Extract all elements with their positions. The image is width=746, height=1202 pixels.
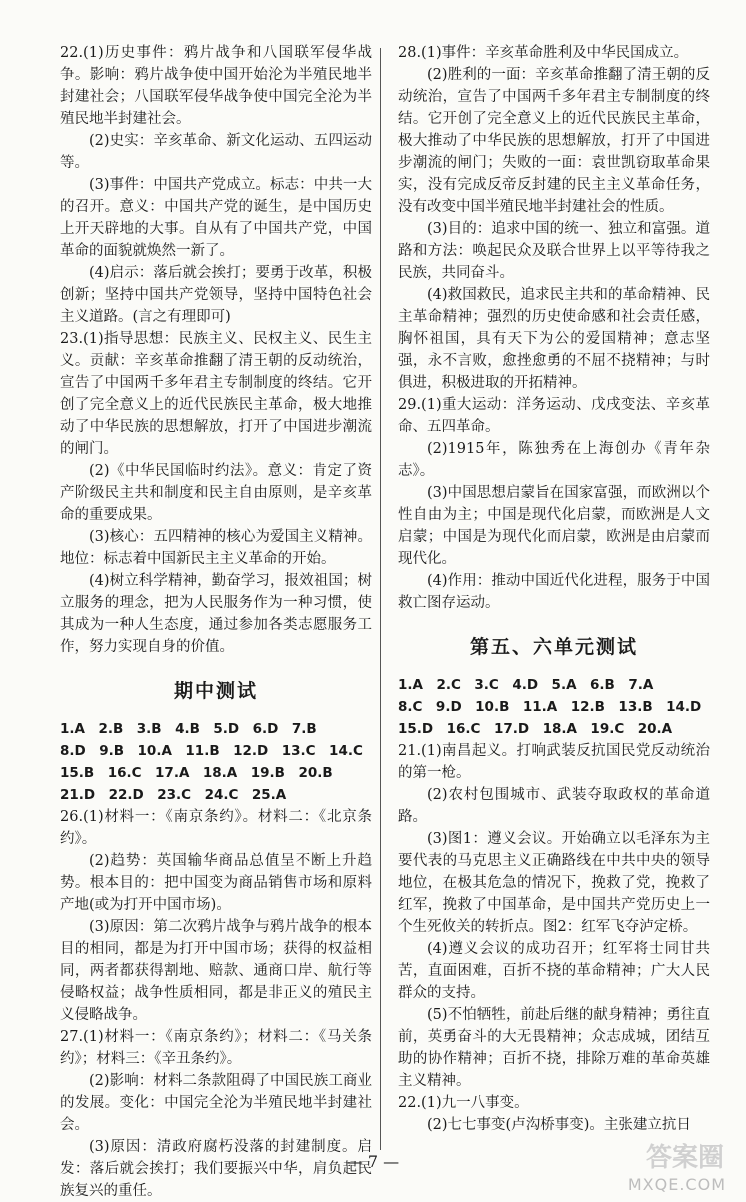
paragraph: (2)趋势：英国输华商品总值呈不断上升趋势。根本目的：把中国变为商品销售市场和原料产地(或为打开中国市场)。 — [60, 853, 372, 913]
paragraph: (5)不怕牺牲，前赴后继的献身精神；勇往直前，英勇奋斗的大无畏精神；众志成城，团结互助的协作精神；百折不挠，排除万难的革命英雄主义精神。 — [398, 1007, 710, 1089]
paragraph: 21.(1)南昌起义。打响武装反抗国民党反动统治的第一枪。 — [398, 743, 710, 781]
paragraph: (3)中国思想启蒙旨在国家富强，而欧洲以个性自由为主；中国是现代化启蒙，而欧洲是人文启蒙；中国是为现代化而启蒙，欧洲是由启蒙而现代化。 — [398, 485, 710, 567]
right-column — [398, 42, 710, 1136]
paragraph: 22.(1)九一八事变。 — [398, 1095, 529, 1111]
paragraph: (4)救国救民，追求民主共和的革命精神、民主革命精神；强烈的历史使命感和社会责任感，胸怀祖国，具有天下为公的爱国精神；意志坚强，永不言败，愈挫愈勇的不屈不挠精神；与时俱进，积极进取的开拓精神。 — [398, 287, 710, 391]
left-column — [60, 42, 372, 1202]
paragraph: (2)农村包围城市、武装夺取政权的革命道路。 — [398, 787, 710, 825]
paragraph: (2)影响：材料二条款阻碍了中国民族工商业的发展。变化：中国完全沦为半殖民地半封建社会。 — [60, 1073, 372, 1133]
section-title-unit-test: 第五、六单元测试 — [469, 636, 638, 658]
paragraph: (2)胜利的一面：辛亥革命推翻了清王朝的反动统治，宣告了中国两千多年君主专制制度的终结。它开创了完全意义上的近代民族民主革命，极大推动了中华民族的思想解放，打开了中国进步潮流的闸门；失败的一面：袁世凯窃取革命果实，没有完成反帝反封建的民主主义革命任务，没有改变中国半殖民地半封建社会的性质。 — [398, 67, 710, 215]
paragraph: (4)树立科学精神，勤奋学习，报效祖国；树立服务的理念，把为人民服务作为一种习惯，使其成为一种人生态度，通过参加各类志愿服务工作，努力实现自身的价值。 — [60, 573, 372, 655]
paragraph: (4)启示：落后就会挨打；要勇于改革，积极创新；坚持中国共产党领导，坚持中国特色社会主义道路。(言之有理即可) — [60, 265, 372, 325]
watermark-logo: 答案圈 — [645, 1143, 724, 1173]
paragraph: (2)1915年，陈独秀在上海创办《青年杂志》。 — [398, 441, 710, 479]
paragraph: 28.(1)事件：辛亥革命胜利及中华民国成立。 — [398, 45, 689, 61]
paragraph: (3)核心：五四精神的核心为爱国主义精神。地位：标志着中国新民主主义革命的开始。 — [60, 529, 372, 567]
paragraph: (3)目的：追求中国的统一、独立和富强。道路和方法：唤起民众及联合世界上以平等待我之民族，共同奋斗。 — [398, 221, 710, 281]
paragraph: 26.(1)材料一：《南京条约》。材料二：《北京条约》。 — [60, 809, 372, 847]
paragraph: (4)遵义会议的成功召开；红军将士同甘共苦，直面困难，百折不挠的革命精神；广大人民群众的支持。 — [398, 941, 710, 1001]
section-title-midterm: 期中测试 — [173, 680, 258, 702]
paragraph: (2)史实：辛亥革命、新文化运动、五四运动等。 — [60, 133, 372, 171]
paragraph: (4)作用：推动中国近代化进程，服务于中国救亡图存运动。 — [398, 573, 710, 611]
choice-answers-line: 8.D 9.B 10.A 11.B 12.D 13.C 14.C — [60, 743, 363, 759]
choice-answers-line: 1.A 2.C 3.C 4.D 5.A 6.B 7.A — [398, 677, 654, 693]
choice-answers-line: 8.C 9.D 10.B 11.A 12.B 13.B 14.D — [398, 699, 702, 715]
choice-answers-line: 21.D 22.D 23.C 24.C 25.A — [60, 787, 287, 803]
paragraph: (2)七七事变(卢沟桥事变)。主张建立抗日 — [427, 1117, 691, 1133]
paragraph: 22.(1)历史事件：鸦片战争和八国联军侵华战争。影响：鸦片战争使中国开始沦为半殖民地半封建社会；八国联军侵华战争使中国完全沦为半殖民地半封建社会。 — [60, 45, 372, 127]
page-number: — 7 — — [346, 1152, 400, 1171]
paragraph: 29.(1)重大运动：洋务运动、戊戌变法、辛亥革命、五四革命。 — [398, 397, 710, 435]
choice-answers-line: 1.A 2.B 3.B 4.B 5.D 6.D 7.B — [60, 721, 317, 737]
column-divider — [380, 48, 381, 1150]
paragraph: (3)图1：遵义会议。开始确立以毛泽东为主要代表的马克思主义正确路线在中共中央的领导地位，在极其危急的情况下，挽救了党，挽救了红军，挽救了中国革命，是中国共产党历史上一个生死攸关的转折点。图2：红军飞夺泸定桥。 — [398, 831, 710, 935]
paragraph: 23.(1)指导思想：民族主义、民权主义、民生主义。贡献：辛亥革命推翻了清王朝的反动统治，宣告了中国两千多年君主专制制度的终结。它开创了完全意义上的近代民族民主革命，极大地推动了中华民族的思想解放，打开了中国进步潮流的闸门。 — [60, 331, 372, 457]
paragraph: (3)事件：中国共产党成立。标志：中共一大的召开。意义：中国共产党的诞生，是中国历史上开天辟地的大事。自从有了中国共产党，中国革命的面貌就焕然一新了。 — [60, 177, 372, 259]
paragraph: 27.(1)材料一：《南京条约》；材料二：《马关条约》；材料三：《辛丑条约》。 — [60, 1029, 372, 1067]
paragraph: (3)原因：第二次鸦片战争与鸦片战争的根本目的相同，都是为打开中国市场；获得的权益相同，两者都获得割地、赔款、通商口岸、航行等侵略权益；战争性质相同，都是非正义的殖民主义侵略战争。 — [60, 919, 372, 1023]
choice-answers-line: 15.B 16.C 17.A 18.A 19.B 20.B — [60, 765, 333, 781]
watermark-text: MXQE.COM — [627, 1175, 726, 1194]
paragraph: (2)《中华民国临时约法》。意义：肯定了资产阶级民主共和制度和民主自由原则，是辛亥革命的重要成果。 — [60, 463, 372, 523]
paragraph: (3)原因：清政府腐朽没落的封建制度。启发：落后就会挨打；我们要振兴中华，肩负起民族复兴的重任。 — [60, 1139, 372, 1199]
choice-answers-line: 15.D 16.C 17.D 18.A 19.C 20.A — [398, 721, 673, 737]
